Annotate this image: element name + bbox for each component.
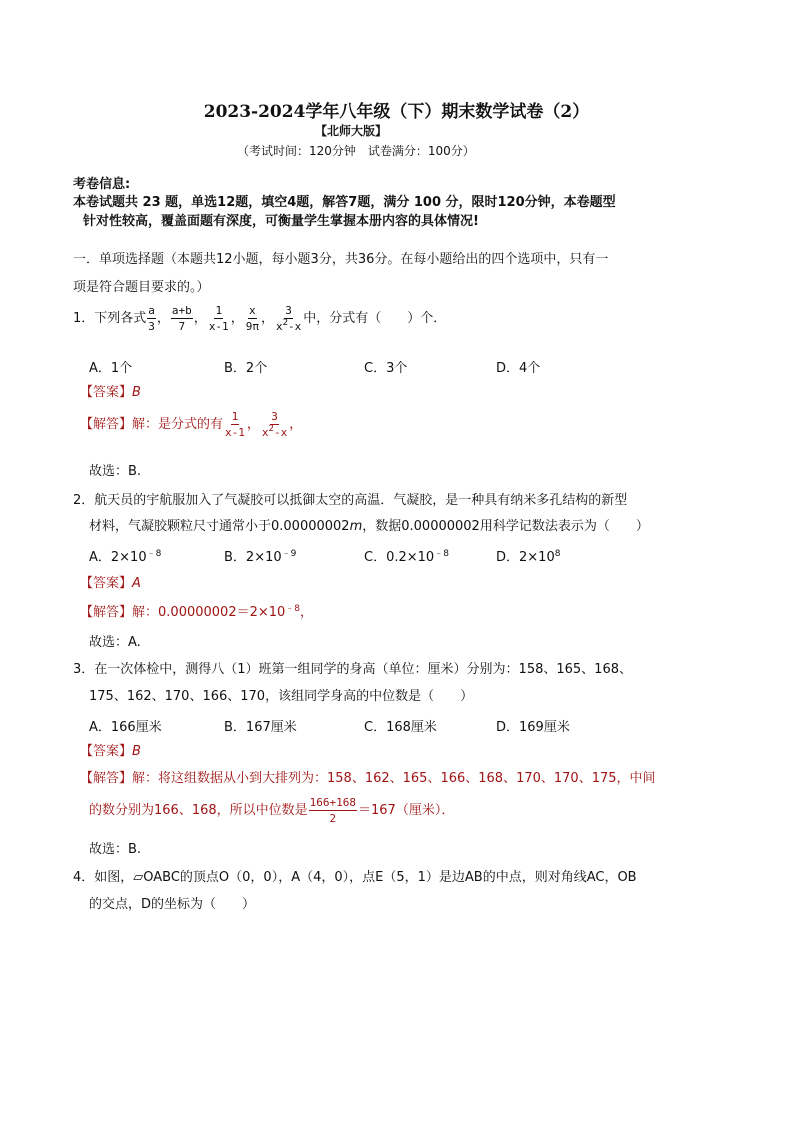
q2-option-c: [364, 546, 449, 565]
q1-f5-den-base: x: [275, 320, 283, 333]
q1-solution: [80, 410, 302, 439]
q2-option-d: [496, 546, 560, 565]
q1-option-b: B．2个: [224, 361, 268, 376]
q1-sol-f2-den-rest: -x: [273, 426, 288, 439]
q1-f5-num: 3: [285, 304, 292, 317]
q2-option-d-base: D．2×10: [496, 550, 555, 565]
edition-label: 【北师大版】: [315, 124, 388, 138]
exam-info: （考试时间：120分钟 试卷满分：100分）: [237, 144, 475, 158]
q1-answer: [80, 384, 141, 402]
q2-option-b-exp: ﹣9: [281, 549, 297, 559]
q1-fraction-5: [275, 304, 302, 333]
q1-sol-comma-1: ，: [246, 416, 260, 432]
q2-line-1: 2．航天员的宇航服加入了气凝胶可以抵御太空的高温．气凝胶，是一种具有纳米多孔结构的新型: [73, 493, 628, 508]
q3-option-d: D．169厘米: [496, 720, 570, 735]
q2-solution-exp: ﹣8: [285, 604, 301, 614]
q2-line-2-a: 材料，气凝胶颗粒尺寸通常小于0.00000002: [89, 519, 350, 534]
q1-sol-fraction-2: [261, 410, 288, 439]
q3-line-1: 3．在一次体检中，测得八（1）班第一组同学的身高（单位：厘米）分别为：158、165、168、: [73, 662, 632, 677]
q1-sol-fraction-1: [224, 410, 246, 439]
q2-solution-label: 【解答】: [80, 605, 133, 620]
q1-f5-den-exp: 2: [282, 318, 289, 328]
q1-f1-den: 3: [148, 320, 155, 333]
q2-option-a-base: A．2×10: [89, 550, 147, 565]
q3-choice: 故选：B.: [89, 842, 142, 857]
q3-median-num: 166+168: [309, 796, 356, 809]
q1-f3-den: x-1: [208, 320, 229, 333]
q2-solution-text: 解：0.00000002＝2×10: [132, 605, 286, 620]
q1-option-d: D．4个: [496, 361, 541, 376]
section-heading-line-2: 项是符合题目要求的。）: [73, 280, 210, 295]
q2-option-a-exp: ﹣8: [146, 549, 162, 559]
intro-line-2: 针对性较高，覆盖面题有深度，可衡量学生掌握本册内容的具体情况!: [83, 214, 479, 229]
q1-sol-f1-den: x-1: [225, 426, 245, 439]
q2-option-b-base: B．2×10: [224, 550, 282, 565]
section-heading-line-1: 一．单项选择题（本题共12小题，每小题3分，共36分。在每小题给出的四个选项中，只有一: [73, 252, 609, 267]
q2-choice: 故选：A.: [89, 635, 141, 650]
q2-answer: [80, 575, 141, 593]
q1-option-a: A．1个: [89, 361, 133, 376]
q1-solution-label: 【解答】: [80, 416, 133, 432]
q3-solution-text-2a: 的数分别为166、168，所以中位数是: [89, 802, 308, 818]
q4-line-1: 4．如图，▱OABC的顶点O（0，0），A（4，0），点E（5，1）是边AB的中点，则对角线AC，OB: [73, 870, 637, 885]
q3-solution-text-2b: ＝167（厘米）．: [358, 802, 455, 818]
page-title: 2023-2024学年八年级（下）期末数学试卷（2）: [203, 102, 590, 122]
q1-sep-4: ，: [260, 310, 274, 326]
q2-solution: [80, 604, 313, 622]
q1-suffix: 中，分式有（ ）个．: [303, 310, 447, 326]
q2-option-d-exp: 8: [554, 549, 561, 559]
q1-f2-den: 7: [178, 320, 186, 333]
q2-answer-label: 【答案】: [80, 576, 133, 591]
q1-sol-f1-num: 1: [231, 410, 239, 423]
q2-line-2: [89, 518, 649, 536]
q1-prefix: 1．下列各式: [73, 310, 147, 326]
q3-solution-label: 【解答】: [80, 771, 133, 786]
q3-line-2: 175、162、170、166、170，该组同学身高的中位数是（ ）: [89, 689, 474, 704]
q3-median-den: 2: [329, 812, 337, 825]
q3-option-a: A．166厘米: [89, 720, 162, 735]
q1-f3-num: 1: [215, 304, 223, 317]
q1-sol-comma-2: ，: [289, 416, 303, 432]
q1-sep-3: ，: [230, 310, 244, 326]
q2-answer-value: A: [132, 576, 141, 591]
q1-sol-f2-den: [261, 425, 288, 439]
q3-answer: [80, 743, 141, 761]
q1-fraction-3: [208, 304, 230, 333]
q1-option-c: C．3个: [364, 361, 408, 376]
q1-f2-num: a+b: [171, 304, 192, 317]
q3-answer-value: B: [132, 744, 141, 759]
q1-sep-2: ，: [193, 310, 207, 326]
q2-option-c-base: C．0.2×10: [364, 550, 435, 565]
q1-fraction-1: [147, 304, 156, 333]
q2-unit-m: m: [349, 519, 363, 534]
q3-median-fraction: [309, 796, 357, 825]
q3-option-c: C．168厘米: [364, 720, 437, 735]
q1-answer-value: B: [132, 385, 141, 400]
q3-answer-label: 【答案】: [80, 744, 133, 759]
q1-fraction-2: [171, 304, 193, 333]
intro-label: 考卷信息:: [73, 177, 131, 192]
q3-solution-line-2: [89, 796, 454, 825]
q2-option-a: [89, 546, 161, 565]
q1-sol-f2-den-base: x: [261, 426, 269, 439]
intro-line-1: 本卷试题共 23 题，单选12题，填空4题，解答7题，满分 100 分，限时120分钟，本卷题型: [73, 195, 616, 210]
q1-answer-label: 【答案】: [80, 385, 133, 400]
q3-solution-text-1: 解：将这组数据从小到大排列为：158、162、165、166、168、170、170、175，中间: [132, 771, 656, 786]
q4-line-2: 的交点，D的坐标为（ ）: [89, 897, 256, 912]
q2-solution-end: ，: [300, 605, 314, 620]
q1-fraction-4: [245, 304, 260, 333]
q1-f5-den: [275, 319, 302, 333]
q1-sol-f2-den-exp: 2: [268, 424, 274, 434]
q2-option-c-exp: ﹣8: [434, 549, 449, 559]
q1-sep-1: ，: [156, 310, 170, 326]
question-1: [73, 304, 446, 333]
q1-solution-prefix: 解：是分式的有: [132, 416, 224, 432]
q2-option-b: [224, 546, 296, 565]
q1-f4-num: x: [249, 304, 256, 317]
q1-f4-den: 9π: [245, 320, 259, 333]
q1-sol-f2-num: 3: [271, 410, 278, 423]
q1-f5-den-rest: -x: [288, 320, 302, 333]
q3-option-b: B．167厘米: [224, 720, 297, 735]
q2-line-2-b: ，数据0.00000002用科学记数法表示为（ ）: [362, 519, 649, 534]
q3-solution-line-1: [80, 770, 656, 788]
q1-f1-num: a: [148, 304, 155, 317]
q1-choice: 故选：B.: [89, 464, 142, 479]
